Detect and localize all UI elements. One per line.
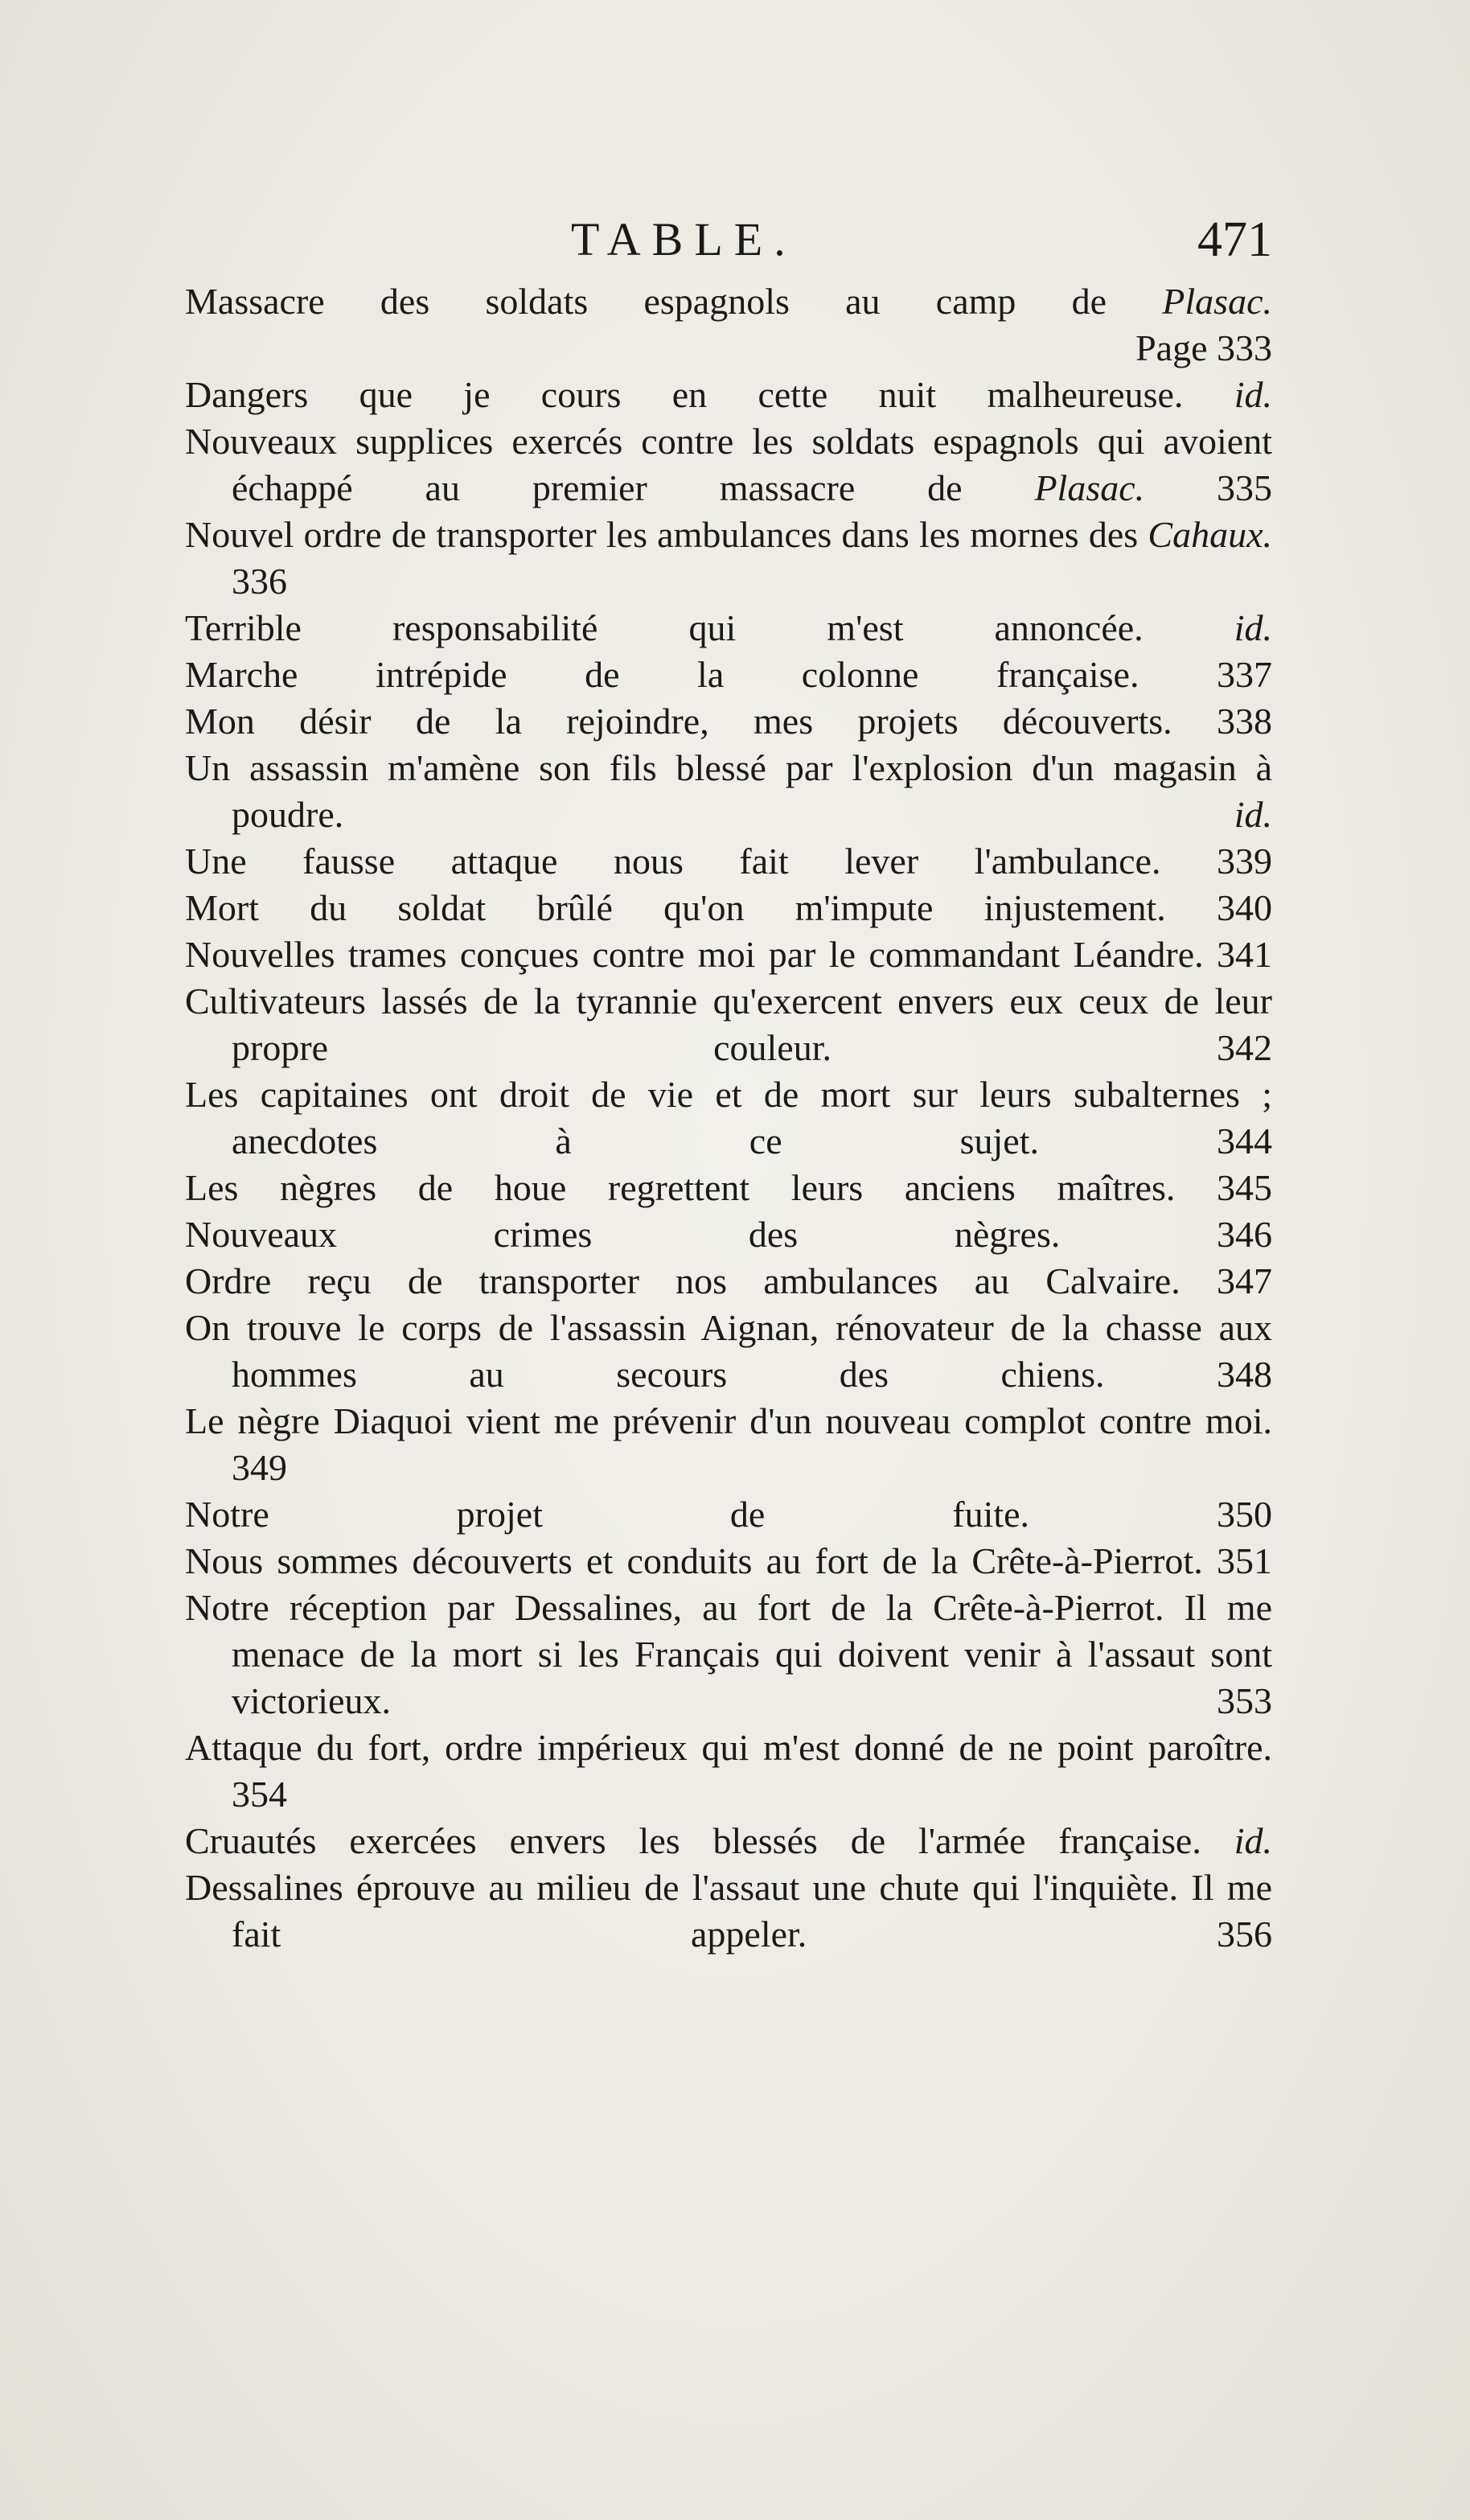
entry-page-number: id. <box>1234 374 1273 415</box>
entry-page-number: 344 <box>1217 1120 1273 1161</box>
toc-entry <box>185 418 1272 512</box>
toc-entry <box>185 1491 1272 1538</box>
toc-entry <box>185 1071 1272 1165</box>
toc-entry <box>185 1585 1272 1725</box>
entry-page-number: 348 <box>1217 1354 1272 1395</box>
entry-title: Une fausse attaque nous fait lever l'ambulance. <box>185 841 1161 882</box>
toc-entry <box>185 1211 1272 1258</box>
toc-entry <box>185 838 1272 885</box>
entry-page-number: 339 <box>1217 841 1272 882</box>
entry-title: Nous sommes découverts et conduits au fort de la Crête-à-Pierrot. <box>185 1540 1203 1581</box>
entry-title: Les nègres de houe regrettent leurs anciens maîtres. <box>185 1167 1176 1208</box>
entry-title: Dessalines éprouve au milieu de l'assaut une chute qui l'inquiète. Il me fait appeler. <box>185 1867 1272 1955</box>
toc-entry <box>185 1725 1272 1818</box>
entry-page-number: 356 <box>1217 1914 1273 1955</box>
toc-entry <box>185 1538 1272 1585</box>
table-of-contents <box>185 278 1272 1958</box>
entry-page-number: 333 <box>1217 327 1272 368</box>
toc-entry <box>185 1818 1272 1864</box>
toc-entry <box>185 885 1272 931</box>
entry-title: Cruautés exercées envers les blessés de l'armée française. <box>185 1820 1201 1861</box>
toc-entry <box>185 698 1272 745</box>
entry-title: Attaque du fort, ordre impérieux qui m'est donné de ne point paroître. <box>185 1727 1272 1768</box>
entry-title: Nouveaux supplices exercés contre les soldats espagnols qui avoient échappé au premier massacre de <box>185 421 1272 508</box>
entry-page-number: id. <box>1234 1820 1272 1861</box>
entry-page-number: 337 <box>1217 654 1273 695</box>
entry-page-number: 354 <box>232 1774 287 1815</box>
entry-title: Nouvel ordre de transporter les ambulances dans les mornes des <box>185 514 1148 555</box>
page-number: 471 <box>1197 212 1272 267</box>
entry-page-number: id. <box>1234 607 1273 648</box>
toc-entry <box>185 1864 1272 1958</box>
entry-title: Nouveaux crimes des nègres. <box>185 1214 1061 1255</box>
entry-page-number: 350 <box>1217 1494 1272 1535</box>
entry-title: Notre réception par Dessalines, au fort de la Crête-à-Pierrot. Il me menace de la mort si les Français qui doivent venir à l'assaut sont victorieux. <box>185 1587 1272 1721</box>
entry-title: Le nègre Diaquoi vient me prévenir d'un nouveau complot contre moi. <box>185 1400 1272 1441</box>
entry-page-number: 346 <box>1217 1214 1273 1255</box>
entry-title: Nouvelles trames conçues contre moi par le commandant Léandre. <box>185 934 1204 975</box>
toc-entry <box>185 372 1272 418</box>
entry-page-number: 349 <box>232 1447 287 1488</box>
entry-title: Mort du soldat brûlé qu'on m'impute injustement. <box>185 887 1166 928</box>
entry-place-name: Cahaux. <box>1148 514 1272 555</box>
entry-title: Notre projet de fuite. <box>185 1494 1030 1535</box>
entry-page-line <box>232 325 1272 372</box>
toc-entry <box>185 1258 1272 1305</box>
entry-page-number: 335 <box>1217 467 1273 508</box>
entry-title: Cultivateurs lassés de la tyrannie qu'exercent envers eux ceux de leur propre couleur. <box>185 980 1272 1068</box>
entry-page-number: id. <box>1234 794 1272 835</box>
running-title: TABLE. <box>571 213 797 265</box>
toc-entry <box>185 1305 1272 1398</box>
entry-place-name: Plasac. <box>1162 281 1272 322</box>
entry-page-number: 351 <box>1217 1540 1272 1581</box>
entry-title: Massacre des soldats espagnols au camp de <box>185 281 1163 322</box>
entry-title: Un assassin m'amène son fils blessé par l'explosion d'un magasin à poudre. <box>185 747 1272 835</box>
entry-page-number: 353 <box>1217 1680 1272 1721</box>
entry-title: Ordre reçu de transporter nos ambulances au Calvaire. <box>185 1260 1181 1301</box>
entry-title: Terrible responsabilité qui m'est annoncée. <box>185 607 1144 648</box>
entry-page-number: 342 <box>1217 1027 1273 1068</box>
toc-entry <box>185 1398 1272 1491</box>
toc-entry <box>185 512 1272 605</box>
toc-entry <box>185 745 1272 838</box>
page-header <box>185 208 1272 272</box>
toc-entry <box>185 978 1272 1071</box>
toc-entry <box>185 278 1272 372</box>
entry-title: Dangers que je cours en cette nuit malheureuse. <box>185 374 1184 415</box>
toc-entry <box>185 605 1272 652</box>
entry-page-number: 345 <box>1217 1167 1272 1208</box>
toc-entry <box>185 931 1272 978</box>
toc-entry <box>185 1165 1272 1211</box>
entry-page-number: 340 <box>1217 887 1273 928</box>
entry-title: On trouve le corps de l'assassin Aignan, rénovateur de la chasse aux hommes au secours des chiens. <box>185 1307 1272 1395</box>
entry-page-number: 336 <box>232 561 287 602</box>
entry-title: Mon désir de la rejoindre, mes projets découverts. <box>185 701 1172 742</box>
entry-title: Marche intrépide de la colonne française. <box>185 654 1139 695</box>
entry-page-number: 347 <box>1217 1260 1273 1301</box>
toc-entry <box>185 652 1272 698</box>
entry-page-number: 338 <box>1217 701 1272 742</box>
entry-title: Les capitaines ont droit de vie et de mort sur leurs subalternes ; anecdotes à ce sujet. <box>185 1074 1272 1161</box>
entry-page-number: 341 <box>1217 934 1273 975</box>
entry-place-name: Plasac. <box>1034 467 1145 508</box>
page-prefix: Page <box>1135 327 1208 368</box>
